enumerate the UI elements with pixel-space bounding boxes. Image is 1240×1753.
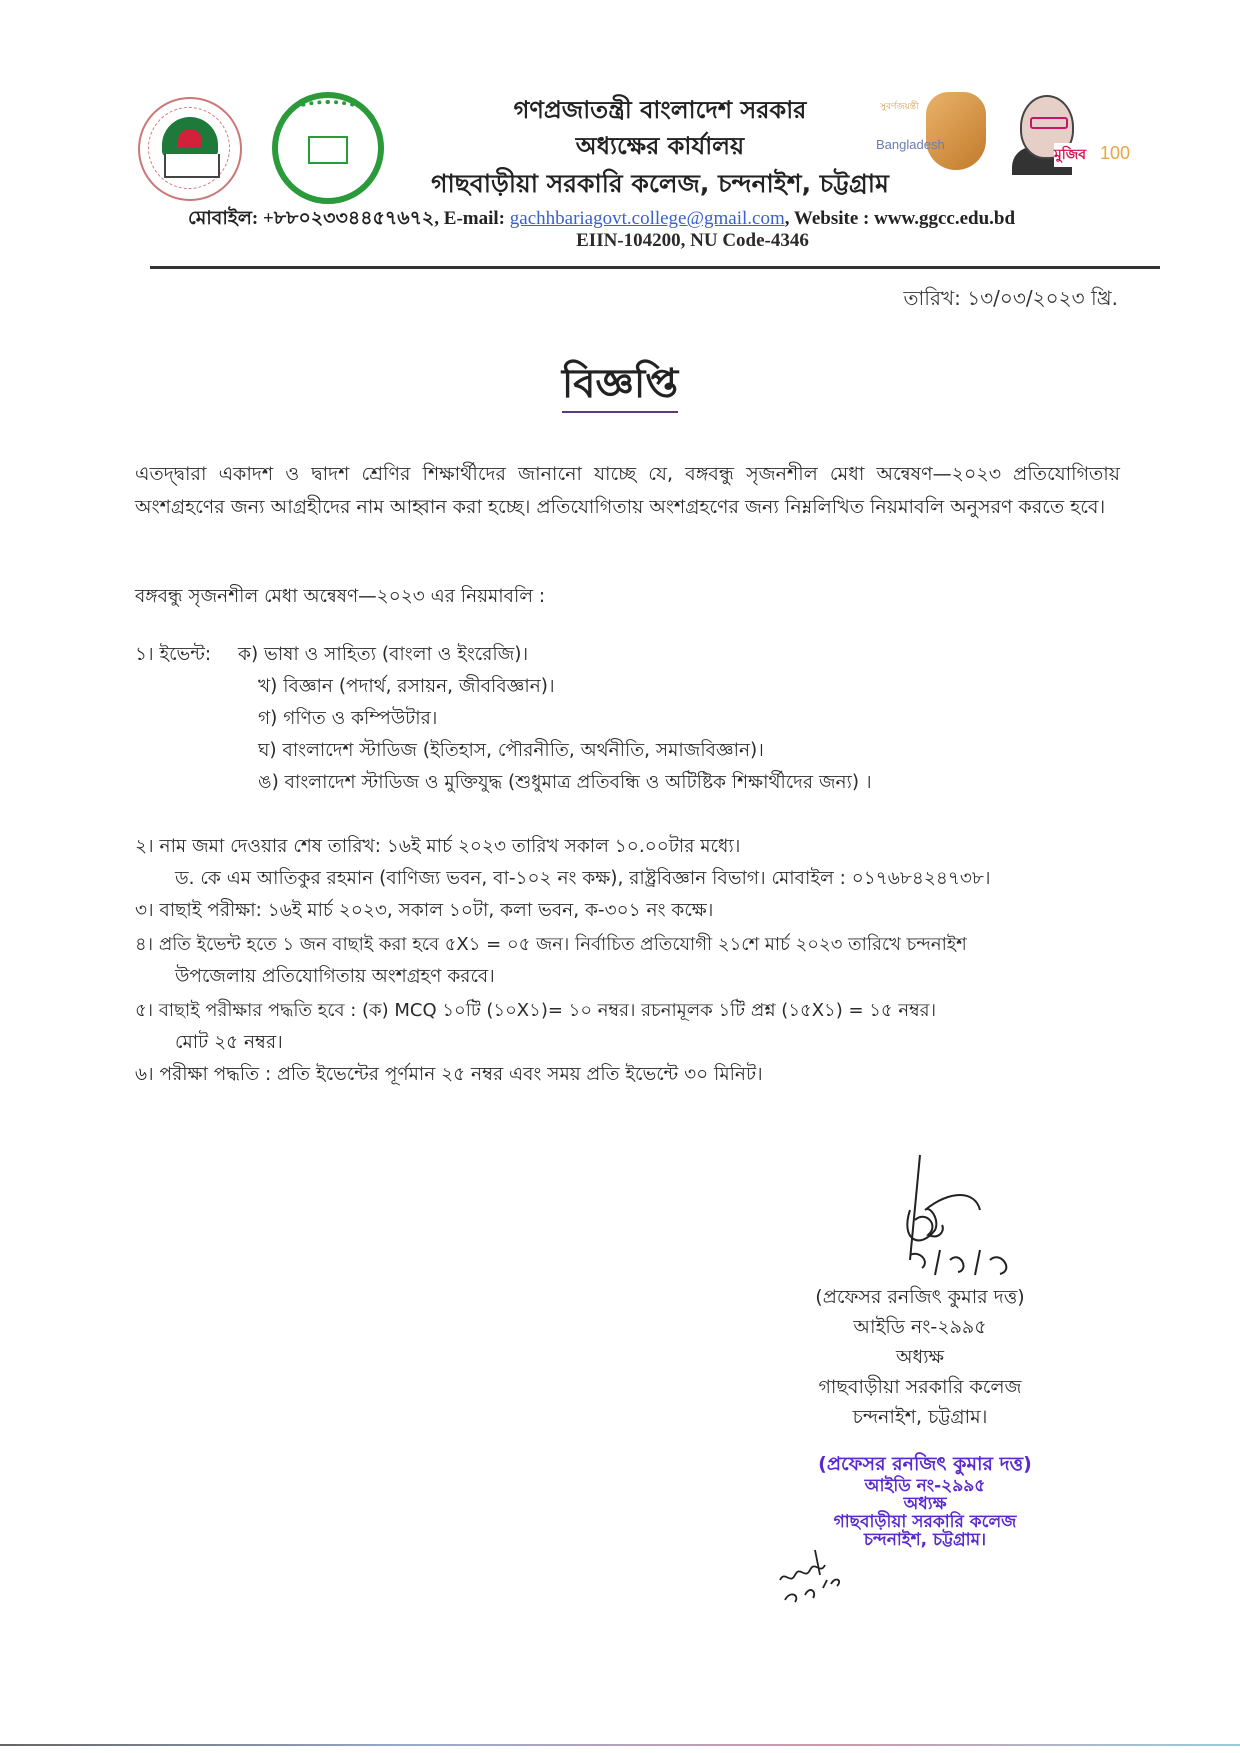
notice-title-text: বিজ্ঞপ্তি: [562, 361, 678, 413]
golden-jubilee-logo-icon: [876, 92, 986, 172]
event-item: ক) ভাষা ও সাহিত্য (বাংলা ও ইংরেজি)।: [238, 644, 529, 665]
rule-3: ৩। বাছাই পরীক্ষা: ১৬ই মার্চ ২০২৩, সকাল ১০টা, কলা ভবন, ক-৩০১ নং কক্ষে।: [135, 900, 714, 921]
page-bottom-edge: [0, 1744, 1240, 1746]
rule-5: ৫। বাছাই পরীক্ষার পদ্ধতি হবে : (ক) MCQ ১০টি (১০X১)= ১০ নম্বর। রচনামূলক ১টি প্রশ্ন (১৫X১) = ১৫ নম্বর।: [135, 1000, 937, 1021]
event-item: ঙ) বাংলাদেশ স্টাডিজ ও মুক্তিযুদ্ধ (শুধুমাত্র প্রতিবন্ধি ও অটিষ্টিক শিক্ষার্থীদের জন্য) ।: [258, 772, 872, 793]
rule-5-continued: মোট ২৫ নম্বর।: [175, 1032, 283, 1053]
signatory-college: গাছবাড়ীয়া সরকারি কলেজ: [818, 1376, 1022, 1398]
mujib-label: মুজিব: [1054, 143, 1086, 167]
notice-title: [0, 352, 1240, 419]
signatory-id: আইডি নং-২৯৯৫: [853, 1316, 987, 1338]
event-item: খ) বিজ্ঞান (পদার্থ, রসায়ন, জীববিজ্ঞান)।: [258, 676, 555, 697]
college-name: গাছবাড়ীয়া সরকারি কলেজ, চন্দনাইশ, চট্টগ্রাম: [431, 169, 889, 198]
signature-drawing: [880, 1150, 1080, 1290]
website-label: , Website :: [784, 208, 870, 229]
stamp-location: চন্দনাইশ, চট্টগ্রাম।: [863, 1530, 987, 1550]
rule-2: ২। নাম জমা দেওয়ার শেষ তারিখ: ১৬ই মার্চ ২০২৩ তারিখ সকাল ১০.০০টার মধ্যে।: [135, 836, 741, 857]
initial-drawing: [775, 1540, 875, 1610]
mobile-label: মোবাইল:: [188, 208, 259, 229]
rule-4-continued: উপজেলায় প্রতিযোগিতায় অংশগ্রহণ করবে।: [175, 966, 495, 987]
rule-4: ৪। প্রতি ইভেন্ট হতে ১ জন বাছাই করা হবে ৫X১ = ০৫ জন। নির্বাচিত প্রতিযোগী ২১শে মার্চ ২০২৩ তারিখে চন্দনাইশ: [135, 934, 967, 955]
event-item: ঘ) বাংলাদেশ স্টাডিজ (ইতিহাস, পৌরনীতি, অর্থনীতি, সমাজবিজ্ঞান)।: [258, 740, 764, 761]
jubilee-logo-text: Bangladesh: [876, 137, 945, 152]
stamp-id: আইডি নং-২৯৯৫: [864, 1476, 986, 1496]
stamp-name: (প্রফেসর রনজিৎ কুমার দত্ত): [818, 1453, 1032, 1475]
government-name: গণপ্রজাতন্ত্রী বাংলাদেশ সরকার: [513, 96, 807, 124]
rule-6: ৬। পরীক্ষা পদ্ধতি : প্রতি ইভেন্টের পূর্ণমান ২৫ নম্বর এবং সময় প্রতি ইভেন্টে ৩০ মিনিট।: [135, 1064, 763, 1085]
mujib-100-logo-icon: [1010, 95, 1130, 175]
mujib-number: 100: [1100, 143, 1131, 163]
stamp-college: গাছবাড়ীয়া সরকারি কলেজ: [833, 1512, 1017, 1532]
website-link[interactable]: www.ggcc.edu.bd: [874, 208, 1016, 229]
header-divider: [150, 266, 1160, 269]
rules-heading: বঙ্গবন্ধু সৃজনশীল মেধা অন্বেষণ—২০২৩ এর নিয়মাবলি :: [135, 586, 546, 607]
signatory-name: (প্রফেসর রনজিৎ কুমার দত্ত): [815, 1286, 1025, 1308]
notice-date: তারিখ: ১৩/০৩/২০২৩ খ্রি.: [903, 286, 1118, 310]
email-link[interactable]: gachhbariagovt.college@gmail.com: [509, 208, 785, 229]
portrait-glasses: [1030, 117, 1068, 129]
institution-codes: EIIN-104200, NU Code-4346: [576, 230, 809, 251]
email-label: E-mail:: [443, 208, 506, 229]
signatory-location: চন্দনাইশ, চট্টগ্রাম।: [852, 1406, 988, 1428]
stamp-designation: অধ্যক্ষ: [903, 1494, 947, 1514]
intro-paragraph: এতদ্দ্বারা একাদশ ও দ্বাদশ শ্রেণির শিক্ষার্থীদের জানানো যাচ্ছে যে, বঙ্গবন্ধু সৃজনশীল মেধা অন্বেষণ—২০২৩ প্রতিযোগিতায় অংশগ্রহণের জন্য আগ্রহীদের নাম আহ্বান করা হচ্ছে। প্রতিযোগিতায় অংশগ্রহণের জন্য নিম্নলিখিত নিয়মাবলি অনুসরণ করতে হবে।: [135, 463, 1120, 518]
handwritten-signature: [880, 1150, 1080, 1290]
rule-1-prefix: ১। ইভেন্ট:: [135, 644, 212, 665]
mobile-number: +৮৮০২৩৩৪৪৫৭৬৭২,: [262, 208, 440, 229]
event-item: গ) গণিত ও কম্পিউটার।: [258, 708, 438, 729]
signatory-designation: অধ্যক্ষ: [895, 1346, 944, 1368]
fifty-shape: [926, 92, 986, 170]
handwritten-initial: [775, 1540, 875, 1610]
rule-2-contact: ড. কে এম আতিকুর রহমান (বাণিজ্য ভবন, বা-১০২ নং কক্ষ), রাষ্ট্রবিজ্ঞান বিভাগ। মোবাইল : ০১৭৬৮৪২৪৭৩৮।: [175, 868, 991, 889]
jubilee-small-text: সুবর্ণজয়ন্তী: [880, 102, 919, 112]
office-name: অধ্যক্ষের কার্যালয়: [575, 132, 745, 160]
